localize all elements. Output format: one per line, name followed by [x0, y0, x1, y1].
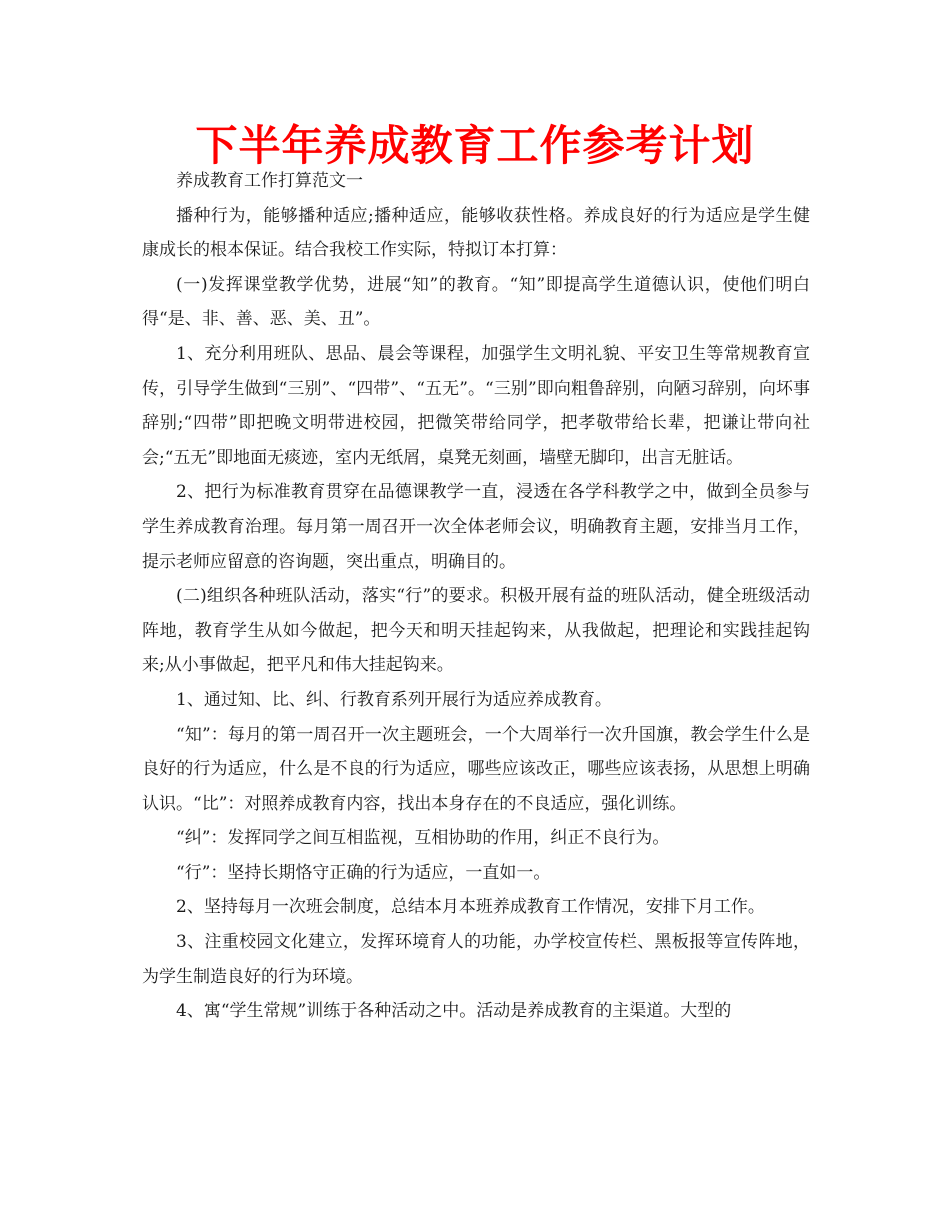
paragraph-subtitle: 养成教育工作打算范文一 — [176, 171, 363, 191]
paragraph: 播种行为，能够播种适应;播种适应，能够收获性格。养成良好的行为适应是学生健康成长的根本保证。结合我校工作实际，特拟订本打算： — [142, 205, 810, 261]
paragraph: “行”：坚持长期恪守正确的行为适应，一直如一。 — [176, 862, 551, 883]
document-title: 下半年养成教育工作参考计划 — [195, 121, 755, 170]
paragraph: 2、把行为标准教育贯穿在品德课教学一直，浸透在各学科教学之中，做到全员参与学生养成教育治理。每月第一周召开一次全体老师会议，明确教育主题，安排当月工作，提示老师应留意的咨询题，突出重点，明确目的。 — [142, 482, 810, 572]
paragraph: “知”：每月的第一周召开一次主题班会，一个大周举行一次升国旗，教会学生什么是良好的行为适应，什么是不良的行为适应，哪些应该改正，哪些应该表扬，从思想上明确认识。“比”：对照养成教育内容，找出本身存在的不良适应，强化训练。 — [142, 724, 810, 814]
paragraph: 3、注重校园文化建立，发挥环境育人的功能，办学校宣传栏、黑板报等宣传阵地，为学生制造良好的行为环境。 — [142, 932, 810, 987]
paragraph: (二)组织各种班队活动，落实“行”的要求。积极开展有益的班队活动，健全班级活动阵地，教育学生从如今做起，把今天和明天挂起钩来，从我做起，把理论和实践挂起钩来;从小事做起，把平凡和伟大挂起钩来。 — [142, 586, 810, 676]
paragraph: 4、寓“学生常规”训练于各种活动之中。活动是养成教育的主渠道。大型的 — [176, 1001, 732, 1022]
paragraph: 2、坚持每月一次班会制度，总结本月本班养成教育工作情况，安排下月工作。 — [176, 897, 765, 918]
paragraph: 1、通过知、比、纠、行教育系列开展行为适应养成教育。 — [176, 689, 612, 710]
paragraph: (一)发挥课堂教学优势，进展“知”的教育。“知”即提高学生道德认识，使他们明白得“是、非、善、恶、美、丑”。 — [142, 274, 810, 330]
paragraph: 1、充分利用班队、思品、晨会等课程，加强学生文明礼貌、平安卫生等常规教育宣传，引导学生做到“三别”、“四带”、“五无”。“三别”即向粗鲁辞别，向陋习辞别，向坏事辞别;“四带”即把晚文明带进校园，把微笑带给同学，把孝敬带给长辈，把谦让带向社会;“五无”即地面无痰迹，室内无纸屑，桌凳无刻画，墙壁无脚印，出言无脏话。 — [142, 343, 810, 468]
document-body — [142, 164, 810, 1029]
paragraph: “纠”：发挥同学之间互相监视，互相协助的作用，纠正不良行为。 — [176, 828, 670, 849]
